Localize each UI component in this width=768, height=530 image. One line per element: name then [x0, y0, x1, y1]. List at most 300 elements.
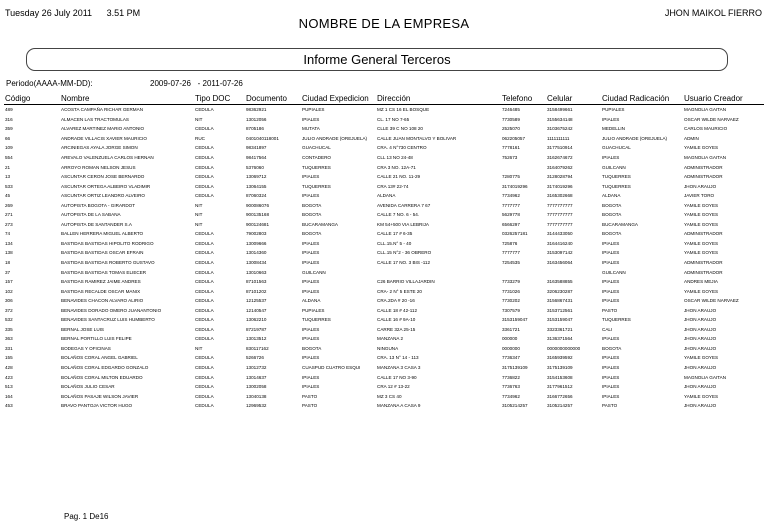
table-row	[4, 200, 764, 210]
cell-documento: 98362921	[246, 107, 267, 113]
cell-ciudad-expedicion: IPIALES	[302, 193, 320, 199]
cell-direccion: CALLE 18 # 42-112	[377, 307, 418, 313]
cell-ciudad-expedicion: MUTATA	[302, 126, 320, 132]
cell-direccion: NINGUNA	[377, 345, 399, 351]
cell-ciudad-radicacion: IPIALES	[602, 384, 620, 390]
cell-celular: 3128028794	[547, 174, 573, 180]
period-to: 2011-07-26	[202, 79, 243, 88]
cell-telefono: 3174019296	[502, 183, 528, 189]
table-row	[4, 401, 764, 411]
cell-usuario-creador: YAMILE GOYES	[684, 145, 719, 151]
cell-nombre: ANDRADE VILLACIS XAVIER MAURICIO	[61, 135, 147, 141]
cell-usuario-creador: YAMILE GOYES	[684, 288, 719, 294]
cell-telefono: 7777777	[502, 250, 520, 256]
table-row	[4, 162, 764, 172]
cell-nombre: BOLAÑOS CORAL MILTON EDUARDO	[61, 374, 143, 380]
cell-tipo-doc: NIT	[195, 345, 203, 351]
cell-ciudad-radicacion: CALI	[602, 326, 613, 332]
cell-codigo: 13	[5, 174, 11, 180]
cell-usuario-creador: ADMINISTRADOR	[684, 164, 723, 170]
cell-ciudad-expedicion: TUQUERRES	[302, 164, 331, 170]
cell-nombre: BALLEN HERRERA MIGUEL ALBERTO	[61, 231, 144, 237]
cell-celular	[546, 267, 601, 277]
cell-direccion: MZ 3 CS 40	[377, 393, 402, 399]
cell-documento: 87101563	[246, 279, 267, 285]
cell-telefono: 3153159047	[502, 317, 528, 323]
cell-codigo: 423	[5, 374, 13, 380]
cell-direccion: CLL 13 NO 24-48	[377, 155, 413, 160]
cell-nombre: ASCUNTAR ORTIZ LEANDRO ALVEIRO	[61, 193, 145, 199]
cell-usuario-creador: YAMILE GOYES	[684, 393, 719, 399]
cell-telefono: 0000000	[502, 345, 520, 351]
report-date: Tuesday 26 July 2011	[5, 8, 93, 18]
cell-documento: 12140547	[246, 307, 267, 313]
cell-ciudad-expedicion: BOGOTA	[302, 202, 322, 208]
cell-documento: 13014360	[246, 250, 267, 256]
report-user: JHON MAIKOL FIERRO	[664, 8, 762, 18]
cell-usuario-creador: JHON ARAUJO	[684, 365, 717, 371]
cell-telefono: 6566297	[502, 221, 520, 227]
cell-documento: 12969532	[246, 403, 267, 409]
cell-ciudad-radicacion: PASTO	[602, 307, 618, 313]
cell-nombre: BOLAÑOS PASAJE WILSON JAVIER	[61, 393, 139, 399]
cell-tipo-doc: CEDULA	[195, 183, 214, 189]
cell-direccion: CL. 17 NO 7-65	[377, 116, 410, 122]
report-title: Informe General Terceros	[303, 52, 451, 67]
period-row	[6, 79, 243, 88]
column-header-direccion: Dirección	[376, 93, 501, 105]
cell-nombre: BENAVIDES SANTACRUZ LUIS HUMBERTO	[61, 317, 155, 323]
cell-direccion: CLL.15 N°2 - 36 OBRERO	[377, 250, 432, 256]
cell-usuario-creador: MAGNOLIA GAITAN	[684, 155, 727, 160]
cell-usuario-creador: ADMINISTRADOR	[684, 231, 723, 237]
cell-codigo: 66	[5, 135, 11, 141]
cell-ciudad-expedicion: IPIALES	[302, 260, 320, 266]
cell-direccion: CRA.2DA # 20 -16	[377, 298, 415, 304]
cell-usuario-creador: OSCAR WILDE NARVAEZ	[684, 116, 739, 122]
cell-usuario-creador: JHON ARAUJO	[684, 345, 717, 351]
table-row	[4, 344, 764, 354]
table-row	[4, 124, 764, 134]
cell-ciudad-radicacion: ALDANA	[602, 193, 621, 199]
cell-direccion: AVENIDA CARRERA 7 67	[377, 202, 431, 208]
cell-tipo-doc: CEDULA	[195, 374, 214, 380]
cell-celular: 7777777777	[547, 202, 573, 208]
cell-celular: 3153159047	[547, 317, 573, 323]
table-row	[4, 134, 764, 144]
cell-documento: 13040138	[246, 393, 267, 399]
cell-codigo: 532	[5, 317, 13, 323]
cell-codigo: 271	[5, 212, 13, 218]
cell-codigo: 102	[5, 288, 13, 294]
cell-codigo: 273	[5, 221, 13, 227]
cell-tipo-doc: CEDULA	[195, 393, 214, 399]
table-row	[4, 210, 764, 220]
cell-ciudad-expedicion: IPIALES	[302, 384, 320, 390]
cell-nombre: BASTIDAS RAMIREZ JAIME ANDRES	[61, 279, 141, 285]
cell-direccion: CRA- 2 N° 5 ESTE 20	[377, 288, 422, 294]
cell-codigo: 372	[5, 307, 13, 313]
table-row	[4, 363, 764, 373]
cell-codigo: 489	[5, 107, 13, 113]
table-row	[4, 391, 764, 401]
cell-tipo-doc: NIT	[195, 212, 203, 218]
cell-ciudad-expedicion: IPIALES	[302, 355, 320, 361]
cell-direccion: ALDANA	[377, 193, 396, 199]
cell-codigo: 109	[5, 145, 13, 151]
cell-usuario-creador: JAVIER TORO	[684, 193, 715, 199]
table-row	[4, 143, 764, 153]
report-time: 3.51 PM	[106, 8, 141, 18]
table-row	[4, 258, 764, 268]
cell-codigo: 21	[5, 164, 11, 170]
cell-tipo-doc: CEDULA	[195, 174, 214, 180]
cell-tipo-doc: CEDULA	[195, 193, 214, 199]
page-indicator: Pag. 1 De16	[64, 512, 109, 521]
cell-celular: 3158499661	[547, 107, 573, 113]
cell-usuario-creador: MAGNOLIA GAITAN	[684, 107, 727, 113]
table-row	[4, 325, 764, 335]
cell-direccion: MANZANA 3 CASA 3	[377, 365, 421, 371]
cell-telefono: 7280775	[502, 174, 520, 180]
cell-ciudad-expedicion: TUQUERRES	[302, 183, 331, 189]
cell-codigo: 331	[5, 345, 13, 351]
cell-codigo: 134	[5, 240, 13, 246]
cell-ciudad-radicacion: IPIALES	[602, 393, 620, 399]
cell-direccion: CRA 3 NO. 12A-71	[377, 164, 416, 170]
cell-celular: 1111111111	[547, 135, 570, 141]
cell-ciudad-expedicion: CONTADERO	[302, 155, 332, 160]
cell-tipo-doc: NIT	[195, 116, 203, 122]
table-row	[4, 220, 764, 230]
cell-documento: 900124681	[246, 221, 269, 227]
cell-ciudad-radicacion: IPIALES	[602, 279, 620, 285]
cell-documento: 900135168	[246, 212, 269, 218]
column-header-telefono: Telefono	[501, 93, 546, 105]
cell-nombre: BOLAÑOS CORAL EDGARDO GONZALO	[61, 365, 149, 371]
table-row	[4, 105, 764, 115]
cell-tipo-doc: CEDULA	[195, 269, 214, 275]
table-row	[4, 334, 764, 344]
cell-codigo: 363	[5, 336, 13, 342]
cell-celular: 3177961512	[547, 384, 573, 390]
cell-ciudad-radicacion: IPIALES	[602, 336, 620, 342]
cell-nombre: AUTOPISTA BOGOTA - GIRARDOT	[61, 202, 136, 208]
table-row	[4, 248, 764, 258]
table-row	[4, 305, 764, 315]
cell-celular: 3163456064	[547, 260, 573, 266]
period-range	[150, 79, 243, 88]
cell-usuario-creador: ADMINISTRADOR	[684, 260, 723, 266]
cell-tipo-doc: CEDULA	[195, 307, 214, 313]
cell-nombre: BASTIDAS BASTIDAS OSCAR EFRAIN	[61, 250, 144, 256]
cell-usuario-creador: YAMILE GOYES	[684, 202, 719, 208]
cell-celular: 3156867431	[547, 298, 573, 304]
cell-direccion: MZ 1 CS 16 EL BOSQUE	[377, 107, 430, 113]
cell-codigo: 306	[5, 298, 13, 304]
cell-nombre: BODEGAS Y OFICINAS	[61, 345, 111, 351]
column-header-nombre: Nombre	[60, 93, 194, 105]
cell-tipo-doc: CEDULA	[195, 231, 214, 237]
cell-tipo-doc: CEDULA	[195, 260, 214, 266]
cell-tipo-doc: CEDULA	[195, 384, 214, 390]
cell-tipo-doc: CEDULA	[195, 240, 214, 246]
cell-ciudad-radicacion: IPIALES	[602, 374, 620, 380]
cell-telefono: 7730589	[502, 116, 520, 122]
cell-documento: 79002803	[246, 231, 267, 237]
cell-tipo-doc: CEDULA	[195, 326, 214, 332]
cell-usuario-creador: ANDRES MEJIA	[684, 279, 718, 285]
cell-ciudad-expedicion: CUASPUD CUATRO ESQUI	[302, 365, 361, 371]
cell-documento: 13012056	[246, 116, 267, 122]
cell-ciudad-expedicion: IPIALES	[302, 240, 320, 246]
cell-telefono: 7734962	[502, 393, 520, 399]
cell-celular: 3164079262	[547, 164, 573, 170]
cell-tipo-doc: CEDULA	[195, 317, 214, 323]
cell-celular: 3164416240	[547, 240, 573, 246]
cell-documento: 8705186	[246, 126, 264, 132]
cell-tipo-doc: CEDULA	[195, 250, 214, 256]
column-header-usuario-creador: Usuario Creador	[683, 93, 764, 105]
cell-nombre: ARROYO ROMAN NELSON JESUS	[61, 164, 136, 170]
report-title-box	[26, 48, 728, 71]
cell-celular: 3206230287	[547, 288, 573, 294]
table-row	[4, 267, 764, 277]
cell-usuario-creador: YAMILE GOYES	[684, 250, 719, 256]
cell-direccion: CARRE 32A 25-15	[377, 326, 416, 332]
cell-codigo: 513	[5, 384, 13, 390]
table-row	[4, 172, 764, 182]
cell-direccion: CALLE 16 # 9A-10	[377, 317, 416, 323]
cell-ciudad-expedicion: IPIALES	[302, 374, 320, 380]
cell-celular: 3165939592	[547, 355, 573, 361]
cell-tipo-doc: CEDULA	[195, 298, 214, 304]
cell-codigo: 335	[5, 326, 13, 332]
cell-codigo: 164	[5, 393, 13, 399]
cell-nombre: ASCUNTAR ORTEGA ALBEIRO VLADIMIR	[61, 183, 151, 189]
cell-usuario-creador: ADMIN	[684, 135, 699, 141]
cell-codigo: 18	[5, 260, 11, 266]
cell-telefono	[501, 162, 546, 172]
cell-usuario-creador: JHON ARAUJO	[684, 384, 717, 390]
cell-direccion: CALLE 17 # 6-35	[377, 231, 413, 237]
cell-ciudad-expedicion: PUPIALES	[302, 107, 325, 113]
cell-direccion: CRA. 4 N°730 CENTRO	[377, 145, 427, 151]
cell-ciudad-radicacion: GUILCANN	[602, 164, 626, 170]
cell-usuario-creador: CARLOS MAURICIO	[684, 126, 728, 132]
cell-telefono: 7736763	[502, 384, 520, 390]
cell-celular: 7777777777	[547, 212, 573, 218]
cell-telefono: 7246485	[502, 107, 520, 113]
cell-celular: 3177510914	[547, 145, 573, 151]
cell-celular: 3162674672	[547, 155, 573, 160]
cell-documento: 87219787	[246, 326, 267, 332]
cell-ciudad-expedicion: PUPIALES	[302, 307, 325, 313]
cell-documento: 13013512	[246, 336, 267, 342]
cell-ciudad-expedicion: GUACHUCAL	[302, 145, 331, 151]
cell-ciudad-radicacion: JULIO ANDRADE (OREJUELA)	[602, 135, 668, 141]
cell-ciudad-expedicion: BOGOTA	[302, 345, 322, 351]
cell-ciudad-expedicion: BOGOTA	[302, 231, 322, 237]
table-row	[4, 382, 764, 392]
period-from: 2009-07-26	[150, 79, 191, 88]
cell-ciudad-radicacion: MEDELLIN	[602, 126, 625, 132]
cell-ciudad-radicacion: GUILCANN	[602, 269, 626, 275]
cell-direccion: CRA 12 # 13-22	[377, 384, 410, 390]
cell-usuario-creador: JHON ARAUJO	[684, 183, 717, 189]
cell-tipo-doc: CEDULA	[195, 126, 214, 132]
cell-nombre: BOLAÑOS JULIO CESAR	[61, 384, 115, 390]
table-header-row	[4, 93, 764, 105]
cell-codigo: 316	[5, 116, 13, 122]
table-row	[4, 315, 764, 325]
cell-celular: 3166772656	[547, 393, 573, 399]
cell-celular: 3163588855	[547, 279, 573, 285]
cell-documento: 13010663	[246, 269, 267, 275]
table-row	[4, 153, 764, 163]
cell-usuario-creador: OSCAR WILDE NARVAEZ	[684, 298, 739, 304]
cell-documento: 87060324	[246, 193, 267, 199]
cell-ciudad-expedicion: TUQUERRES	[302, 317, 331, 323]
cell-ciudad-expedicion: IPIALES	[302, 279, 320, 285]
cell-celular: 3153097142	[547, 250, 573, 256]
cell-telefono: 7730202	[502, 298, 520, 304]
cell-tipo-doc: CEDULA	[195, 403, 214, 409]
cell-codigo: 269	[5, 202, 13, 208]
cell-telefono: 000000	[502, 336, 518, 342]
column-header-codigo: Código	[4, 93, 60, 105]
cell-ciudad-radicacion: IPIALES	[602, 298, 620, 304]
table-row	[4, 286, 764, 296]
cell-usuario-creador: JHON ARAUJO	[684, 326, 717, 332]
cell-documento: 830117162	[246, 345, 269, 351]
cell-tipo-doc: CEDULA	[195, 155, 214, 160]
cell-ciudad-radicacion: IPIALES	[602, 116, 620, 122]
cell-documento: 13002058	[246, 384, 267, 390]
cell-usuario-creador: MAGNOLIA GAITAN	[684, 374, 727, 380]
cell-telefono: 7307579	[502, 307, 520, 313]
cell-telefono: 7778161	[502, 145, 520, 151]
cell-tipo-doc: CEDULA	[195, 279, 214, 285]
cell-codigo: 138	[5, 250, 13, 256]
cell-ciudad-radicacion: BOGOTA	[602, 345, 622, 351]
cell-ciudad-radicacion: BOGOTA	[602, 212, 622, 218]
cell-tipo-doc: CEDULA	[195, 145, 214, 151]
cell-direccion	[376, 267, 501, 277]
cell-telefono: 3175139109	[502, 365, 528, 371]
cell-codigo: 554	[5, 155, 13, 160]
period-separator: -	[197, 79, 201, 88]
cell-ciudad-expedicion: BUCARAMANGA	[302, 221, 338, 227]
cell-codigo: 157	[5, 279, 13, 285]
cell-ciudad-expedicion: JULIO ANDRADE (OREJUELA)	[302, 135, 368, 141]
cell-codigo: 37	[5, 269, 11, 275]
table-row	[4, 277, 764, 287]
terceros-table	[4, 93, 764, 411]
cell-tipo-doc: CEDULA	[195, 164, 214, 170]
cell-codigo: 155	[5, 355, 13, 361]
cell-nombre: ARCINIEGAS AYALA JORGE SIMON	[61, 145, 138, 151]
cell-ciudad-radicacion: PASTO	[602, 403, 618, 409]
cell-celular: 3153712561	[547, 307, 573, 313]
column-header-tipo-doc: Tipo DOC	[194, 93, 245, 105]
cell-nombre: BERNAL JOSE LUIS	[61, 326, 104, 332]
cell-nombre: BASTIDAS BASTIDAS TOMAS ELIECER	[61, 269, 147, 275]
table-row	[4, 296, 764, 306]
cell-nombre: AUTOPISTA DE SANTANDER S.A	[61, 221, 132, 227]
cell-telefono: 7733279	[502, 279, 520, 285]
cell-codigo: 74	[5, 231, 11, 237]
cell-telefono: 7731026	[502, 288, 520, 294]
cell-documento: 13014637	[246, 374, 267, 380]
column-header-celular: Celular	[546, 93, 601, 105]
cell-celular: 3175139109	[547, 365, 573, 371]
cell-ciudad-radicacion: BOGOTA	[602, 231, 622, 237]
cell-telefono: 7777777	[502, 202, 520, 208]
cell-documento: 13008434	[246, 260, 267, 266]
cell-documento: 98341897	[246, 145, 267, 151]
cell-direccion: KM 54+500 VIA LEBRIJA	[377, 221, 429, 227]
period-label: Periodo(AAAA-MM-DD):	[6, 79, 93, 88]
cell-codigo: 453	[5, 403, 13, 409]
cell-tipo-doc: NIT	[195, 202, 203, 208]
cell-direccion: CALLE 17 NO 3-90	[377, 374, 417, 380]
cell-nombre: ACOSTA CAMPAÑA RICHAR GERMAN	[61, 107, 144, 113]
cell-nombre: BRAVO PANTOJA VICTOR HUGO	[61, 403, 133, 409]
cell-telefono: 752673	[502, 155, 518, 160]
cell-telefono: 5629778	[502, 212, 520, 218]
cell-documento: 5266726	[246, 355, 264, 361]
cell-documento: 13062210	[246, 317, 267, 323]
cell-tipo-doc: CEDULA	[195, 355, 214, 361]
cell-usuario-creador: JHON ARAUJO	[684, 307, 717, 313]
cell-ciudad-radicacion: IPIALES	[602, 250, 620, 256]
cell-telefono: 7736822	[502, 374, 520, 380]
cell-codigo: 359	[5, 126, 13, 132]
cell-celular: 3155634148	[547, 116, 573, 122]
table-body	[4, 105, 764, 411]
cell-direccion: CALLE 17 NO. 3 BIS -112	[377, 260, 431, 266]
cell-direccion: CLLE 39 C NO 108 20	[377, 126, 423, 132]
cell-ciudad-radicacion: IPIALES	[602, 260, 620, 266]
cell-ciudad-expedicion: ALDANA	[302, 298, 321, 304]
cell-usuario-creador: ADMINISTRADOR	[684, 174, 723, 180]
cell-documento: 13012732	[246, 365, 267, 371]
cell-ciudad-radicacion: TUQUERRES	[602, 174, 631, 180]
cell-documento: 900086076	[246, 202, 269, 208]
cell-direccion: MANZANA 2	[377, 336, 404, 342]
cell-telefono: 3361721	[502, 326, 520, 332]
table-row	[4, 115, 764, 125]
cell-telefono: 7736347	[502, 355, 520, 361]
cell-nombre: AUTOPISTA DE LA SABANA	[61, 212, 121, 218]
cell-nombre: BOLAÑOS CORAL ANGEL GABRIEL	[61, 355, 138, 361]
cell-ciudad-expedicion: IPIALES	[302, 116, 320, 122]
cell-codigo: 45	[5, 193, 11, 199]
cell-ciudad-radicacion: IPIALES	[602, 240, 620, 246]
cell-ciudad-expedicion: GUILCANN	[302, 269, 326, 275]
cell-documento: 13009666	[246, 240, 267, 246]
cell-celular: 3103675242	[547, 126, 573, 132]
cell-ciudad-radicacion: IPIALES	[602, 365, 620, 371]
cell-documento: 87101202	[246, 288, 267, 294]
cell-nombre: BASTIDAS RECALDE OSCAR MANIX	[61, 288, 141, 294]
cell-direccion: CALLE JUAN MONTALVO Y BOLIVAR	[377, 135, 457, 141]
cell-tipo-doc: CEDULA	[195, 365, 214, 371]
cell-telefono: 7254535	[502, 260, 520, 266]
cell-ciudad-expedicion: IPIALES	[302, 174, 320, 180]
cell-usuario-creador: JHON ARAUJO	[684, 336, 717, 342]
